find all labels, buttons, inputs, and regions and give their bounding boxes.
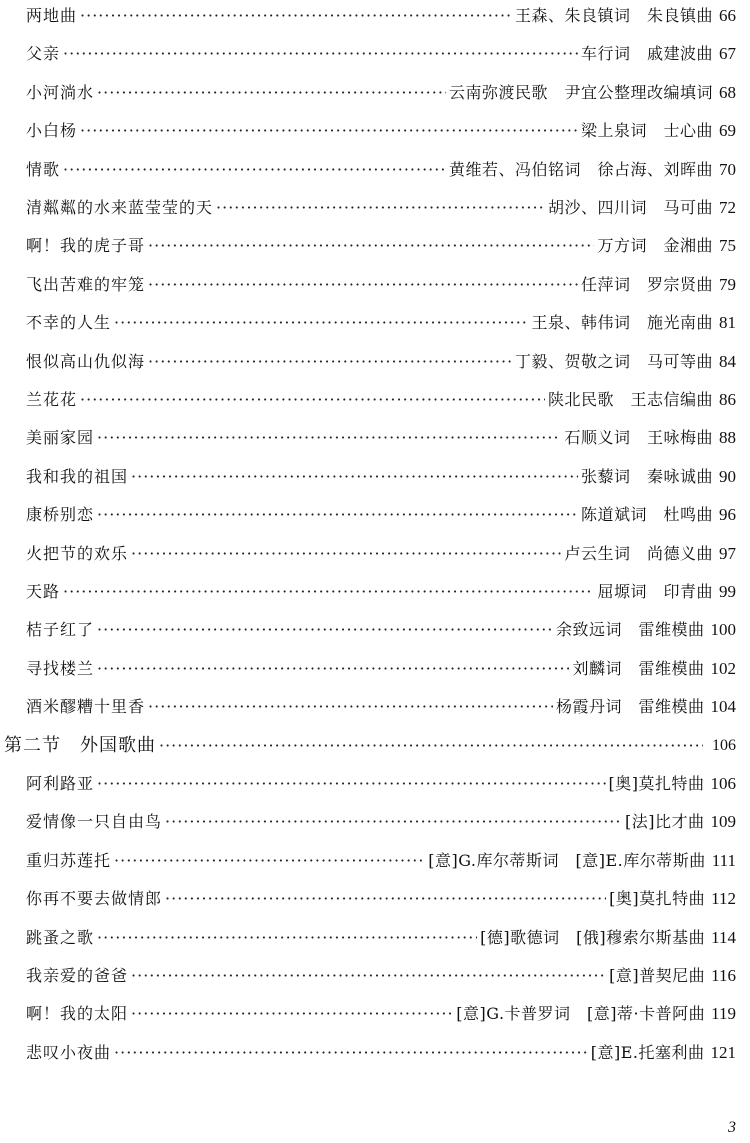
song-title: 我和我的祖国 [26, 466, 129, 486]
toc-entry [0, 1037, 750, 1063]
dot-leader [131, 544, 561, 564]
toc-entry [0, 307, 750, 333]
toc-entry [0, 269, 750, 295]
song-title: 爱情像一只自由鸟 [26, 812, 163, 832]
toc-entry [0, 230, 750, 256]
toc-entry [0, 115, 750, 141]
section-title: 第二节 外国歌曲 [4, 734, 156, 756]
song-credit: [法]比才曲 [625, 812, 705, 832]
song-credit: [意]E.托塞利曲 [590, 1042, 705, 1062]
song-credit: 任萍词 罗宗贤曲 [580, 274, 713, 294]
dot-leader [97, 928, 477, 948]
entry-page-number: 96 [719, 505, 736, 525]
entry-page-number: 86 [719, 390, 736, 409]
entry-page-number: 79 [719, 274, 736, 294]
song-title: 小白杨 [26, 121, 78, 141]
song-credit: [意]G.库尔蒂斯词 [意]E.库尔蒂斯曲 [428, 850, 706, 870]
entry-page-number: 99 [719, 582, 736, 601]
dot-leader [165, 889, 606, 909]
dot-leader [97, 428, 561, 448]
dot-leader [97, 620, 553, 640]
toc-entry [0, 384, 750, 410]
song-title: 情歌 [26, 159, 61, 179]
entry-page-number: 88 [719, 428, 736, 448]
entry-page-number: 114 [711, 927, 736, 947]
dot-leader [148, 697, 553, 717]
song-title: 火把节的欢乐 [26, 543, 129, 563]
toc-entry [0, 883, 750, 909]
toc-entry [0, 538, 750, 564]
toc-entry [0, 960, 750, 986]
song-credit: 黄维若、冯伯铭词 徐占海、刘晖曲 [448, 159, 713, 179]
song-credit: 万方词 金湘曲 [597, 236, 713, 256]
song-credit: [奥]莫扎特曲 [609, 889, 706, 909]
entry-page-number: 119 [711, 1004, 736, 1024]
song-title: 我亲爱的爸爸 [26, 966, 129, 985]
song-title: 啊！我的太阳 [26, 1004, 129, 1024]
entry-page-number: 81 [719, 313, 736, 333]
dot-leader [148, 236, 594, 256]
toc-entry [0, 346, 750, 372]
song-title: 桔子红了 [26, 620, 95, 640]
song-credit: 刘麟词 雷维模曲 [572, 658, 705, 678]
song-credit: 丁毅、贺敬之词 马可等曲 [514, 351, 713, 371]
entry-page-number: 106 [710, 774, 736, 793]
song-title: 天路 [26, 582, 61, 601]
toc-entry [0, 576, 750, 602]
entry-page-number: 70 [719, 159, 736, 179]
song-credit: 陕北民歌 王志信编曲 [547, 390, 713, 409]
toc-entry [0, 845, 750, 871]
song-title: 悲叹小夜曲 [26, 1042, 112, 1062]
dot-leader [216, 198, 545, 218]
toc-entry [0, 38, 750, 64]
toc-entry [0, 614, 750, 640]
toc-entry [0, 806, 750, 832]
song-credit: 石顺义词 王咏梅曲 [564, 428, 713, 448]
entry-page-number: 102 [710, 658, 736, 678]
dot-leader [159, 736, 703, 756]
page-number: 3 [728, 1119, 736, 1136]
toc-entry [0, 77, 750, 103]
dot-leader [97, 774, 605, 794]
dot-leader [114, 1043, 588, 1063]
song-title: 清粼粼的水来蓝莹莹的天 [26, 198, 214, 217]
song-title: 两地曲 [26, 6, 78, 25]
song-title: 跳蚤之歌 [26, 927, 95, 947]
song-title: 恨似高山仇似海 [26, 351, 146, 371]
dot-leader [97, 83, 446, 103]
toc-entry [0, 461, 750, 487]
entry-page-number: 84 [719, 351, 736, 371]
dot-leader [80, 390, 545, 410]
song-title: 父亲 [26, 44, 61, 64]
toc-entry [0, 154, 750, 180]
entry-page-number: 66 [719, 6, 736, 25]
song-title: 阿利路亚 [26, 774, 95, 793]
song-credit: 云南弥渡民歌 尹宜公整理改编填词 [448, 82, 713, 102]
toc-entry [0, 691, 750, 717]
toc-entry [0, 998, 750, 1024]
dot-leader [97, 659, 569, 679]
song-title: 重归苏莲托 [26, 850, 112, 870]
entry-page-number: 112 [711, 889, 736, 909]
entry-page-number: 121 [710, 1042, 736, 1062]
song-title: 酒米醪糟十里香 [26, 697, 146, 717]
song-credit: 杨霞丹词 雷维模曲 [555, 697, 705, 717]
toc-entry [0, 0, 750, 26]
song-credit: [德]歌德词 [俄]穆索尔斯基曲 [480, 927, 706, 947]
dot-leader [131, 1004, 453, 1024]
dot-leader [63, 160, 446, 180]
entry-page-number: 111 [711, 850, 736, 870]
dot-leader [114, 851, 425, 871]
song-title: 康桥别恋 [26, 505, 95, 525]
song-credit: 余致远词 雷维模曲 [555, 620, 705, 640]
song-credit: 卢云生词 尚德义曲 [564, 543, 713, 563]
dot-leader [165, 812, 622, 832]
dot-leader [80, 121, 578, 141]
song-title: 兰花花 [26, 390, 78, 409]
dot-leader [148, 275, 578, 295]
dot-leader [80, 6, 512, 26]
song-title: 你再不要去做情郎 [26, 889, 163, 909]
song-credit: 胡沙、四川词 马可曲 [547, 198, 713, 217]
toc-entry [0, 922, 750, 948]
entry-page-number: 75 [719, 236, 736, 256]
toc-section-heading [0, 730, 750, 756]
entry-page-number: 97 [719, 543, 736, 563]
song-title: 寻找楼兰 [26, 658, 95, 678]
entry-page-number: 116 [711, 966, 736, 985]
song-credit: 屈塬词 印青曲 [597, 582, 713, 601]
entry-page-number: 67 [719, 44, 736, 64]
entry-page-number: 72 [719, 198, 736, 217]
toc-entry [0, 653, 750, 679]
entry-page-number: 90 [719, 466, 736, 486]
song-title: 小河淌水 [26, 82, 95, 102]
dot-leader [131, 966, 606, 986]
song-title: 飞出苦难的牢笼 [26, 274, 146, 294]
song-credit: 车行词 戚建波曲 [580, 44, 713, 64]
song-credit: 王森、朱良镇词 朱良镇曲 [514, 6, 713, 25]
dot-leader [148, 352, 512, 372]
dot-leader [131, 467, 578, 487]
toc-entry [0, 192, 750, 218]
entry-page-number: 68 [719, 82, 736, 102]
dot-leader [63, 44, 578, 64]
song-title: 不幸的人生 [26, 313, 112, 333]
song-credit: [意]G.卡普罗词 [意]蒂·卡普阿曲 [456, 1004, 706, 1024]
entry-page-number: 109 [710, 812, 736, 832]
entry-page-number: 104 [710, 697, 736, 717]
song-title: 美丽家园 [26, 428, 95, 448]
toc-entry [0, 422, 750, 448]
song-credit: 张藜词 秦咏诚曲 [580, 466, 713, 486]
song-credit: [奥]莫扎特曲 [608, 774, 705, 793]
dot-leader [63, 582, 594, 602]
entry-page-number: 69 [719, 121, 736, 141]
song-title: 啊！我的虎子哥 [26, 236, 146, 256]
toc-entry [0, 499, 750, 525]
dot-leader [114, 313, 528, 333]
song-credit: 王泉、韩伟词 施光南曲 [531, 313, 713, 333]
toc-entry [0, 768, 750, 794]
song-credit: 梁上泉词 士心曲 [580, 121, 713, 141]
song-credit: 陈道斌词 杜鸣曲 [580, 505, 713, 525]
song-credit: [意]普契尼曲 [609, 966, 706, 985]
entry-page-number: 100 [710, 620, 736, 640]
entry-page-number: 106 [712, 736, 736, 754]
dot-leader [97, 505, 578, 525]
